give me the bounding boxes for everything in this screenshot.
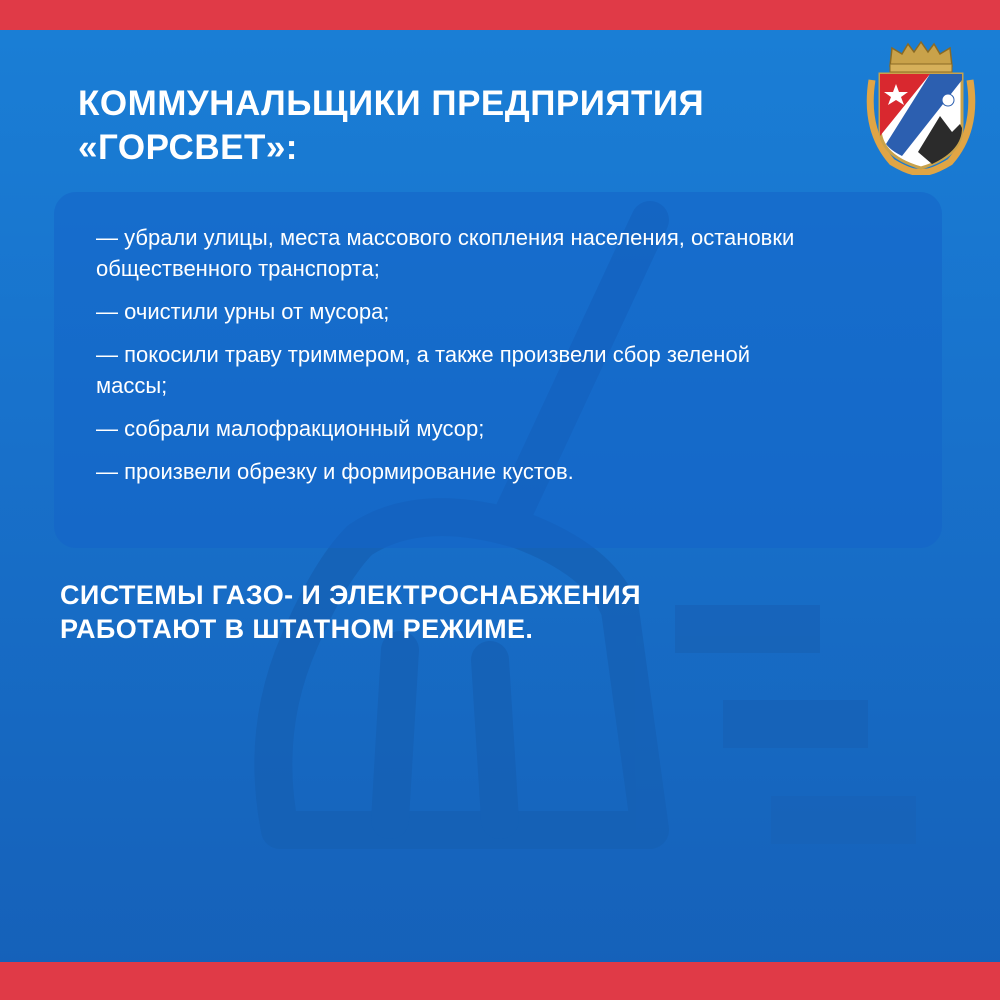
status-statement: [60, 578, 820, 646]
list-item: — покосили траву триммером, а также произвели сбор зеленой массы;: [96, 342, 750, 398]
list-item: — собрали малофракционный мусор;: [96, 416, 485, 441]
city-coat-of-arms-icon: [862, 40, 980, 175]
tasks-list: [96, 222, 816, 499]
status-line-1: СИСТЕМЫ ГАЗО- И ЭЛЕКТРОСНАБЖЕНИЯ: [60, 580, 641, 610]
list-item: — убрали улицы, места массового скопления населения, остановки общественного транспорта;: [96, 225, 795, 281]
bottom-stripe: [0, 962, 1000, 1000]
title-line-2: «ГОРСВЕТ»:: [78, 128, 298, 167]
status-line-2: РАБОТАЮТ В ШТАТНОМ РЕЖИМЕ.: [60, 614, 534, 644]
list-item: — очистили урны от мусора;: [96, 299, 390, 324]
top-stripe: [0, 0, 1000, 30]
title-line-1: КОММУНАЛЬЩИКИ ПРЕДПРИЯТИЯ: [78, 84, 705, 123]
page-title: [78, 82, 838, 170]
list-item: — произвели обрезку и формирование кустов.: [96, 459, 574, 484]
